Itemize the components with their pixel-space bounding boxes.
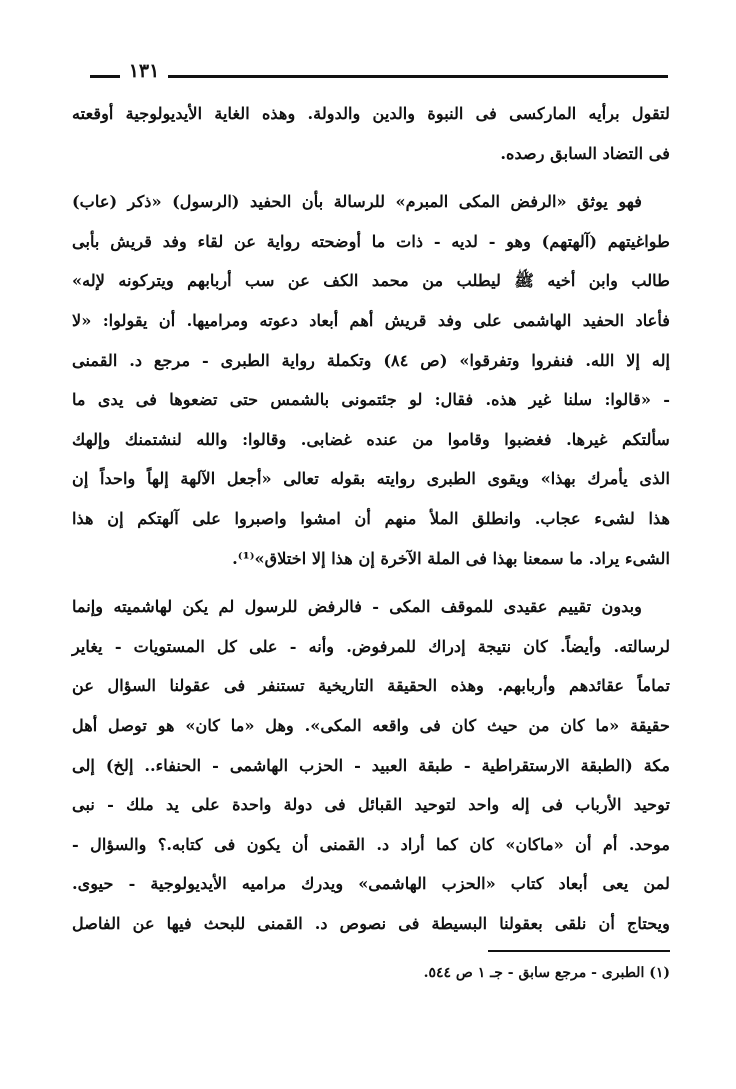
text-line: لمن يعى أبعاد كتاب «الحزب الهاشمى» ويدرك مراميه الأيديولوجية - حيوى. — [72, 874, 670, 894]
text-line: سألتكم غيرها. فغضبوا وقاموا من عنده غضابى. وقالوا: والله لنشتمنك وإلهك — [72, 429, 670, 449]
text-line: مكة (الطبقة الارستقراطية - طبقة العبيد - الحزب الهاشمى - الحنفاء.. إلخ) إلى — [72, 755, 670, 775]
text-line: حقيقة «ما كان من حيث كان فى واقعه المكى». وهل «ما كان» هو توصل أهل — [72, 715, 670, 735]
header-rule-long — [168, 75, 668, 78]
text-line: الذى يأمرك بهذا» ويقوى الطبرى روايته بقوله تعالى «أجعل الآلهة إلهاً واحداً إن — [72, 469, 670, 489]
body-text — [72, 94, 670, 943]
text-line: لتقول برأيه الماركسى فى النبوة والدين والدولة. وهذه الغاية الأيديولوجية أوقعته — [72, 104, 670, 123]
paragraph — [72, 182, 670, 578]
text-line: توحيد الأرباب فى إله واحد لتوحيد القبائل فى دولة واحدة على يد ملك - نبى — [72, 795, 670, 815]
text-line: تماماً عقائدهم وأربابهم. وهذه الحقيقة التاريخية تستنفر فى عقولنا السؤال عن — [72, 676, 670, 696]
text-line: ويحتاج أن نلقى بعقولنا البسيطة فى نصوص د. القمنى للبحث فيها عن الفاصل — [72, 913, 670, 933]
footnote-divider — [488, 950, 670, 952]
text-line: وبدون تقييم عقيدى للموقف المكى - فالرفض للرسول لم يكن لهاشميته وإنما — [72, 597, 642, 617]
page-number: ١٣١ — [128, 60, 160, 82]
text-line: موحد. أم أن «ماكان» كان كما أراد د. القمنى أن يكون فى كتابه.؟ والسؤال - — [72, 834, 670, 854]
text-line: هذا لشىء عجاب. وانطلق الملأ منهم أن امشوا واصبروا على آلهتكم إن هذا — [72, 508, 670, 528]
text-line: طالب وابن أخيه ﷺ ليطلب من محمد الكف عن سب أربابهم ويتركونه لإله» — [72, 271, 670, 291]
paragraph — [72, 587, 670, 943]
text-line: - «قالوا: سلنا غير هذه. فقال: لو جئتمونى بالشمس حتى تضعوها فى يدى ما — [72, 390, 670, 410]
text-line: الشىء يراد. ما سمعنا بهذا فى الملة الآخرة إن هذا إلا اختلاق»⁽¹⁾. — [232, 548, 670, 568]
text-line: لرسالته. وأيضاً. كان نتيجة إدراك للمرفوض. وأنه - على كل المستويات - يغاير — [72, 636, 670, 656]
footnote: (١) الطبرى - مرجع سابق - جـ ١ ص ٥٤٤. — [423, 965, 670, 981]
header-rule-short — [90, 75, 120, 78]
text-line: فهو يوثق «الرفض المكى المبرم» للرسالة بأن الحفيد (الرسول) «ذكر (عاب) — [72, 192, 642, 212]
text-line: فى التضاد السابق رصده. — [500, 143, 670, 163]
paragraph — [72, 94, 670, 173]
text-line: إله إلا الله. فنفروا وتفرقوا» (ص ٨٤) وتكملة رواية الطبرى - مرجع د. القمنى — [72, 350, 670, 370]
page-header — [90, 60, 668, 90]
text-line: فأعاد الحفيد الهاشمى على وفد قريش أهم أبعاد دعوته ومراميها. أن يقولوا: «لا — [72, 310, 670, 330]
text-line: طواغيتهم (آلهتهم) وهو - لديه - ذات ما أوضحته رواية عن لقاء وفد قريش بأبى — [72, 231, 670, 251]
